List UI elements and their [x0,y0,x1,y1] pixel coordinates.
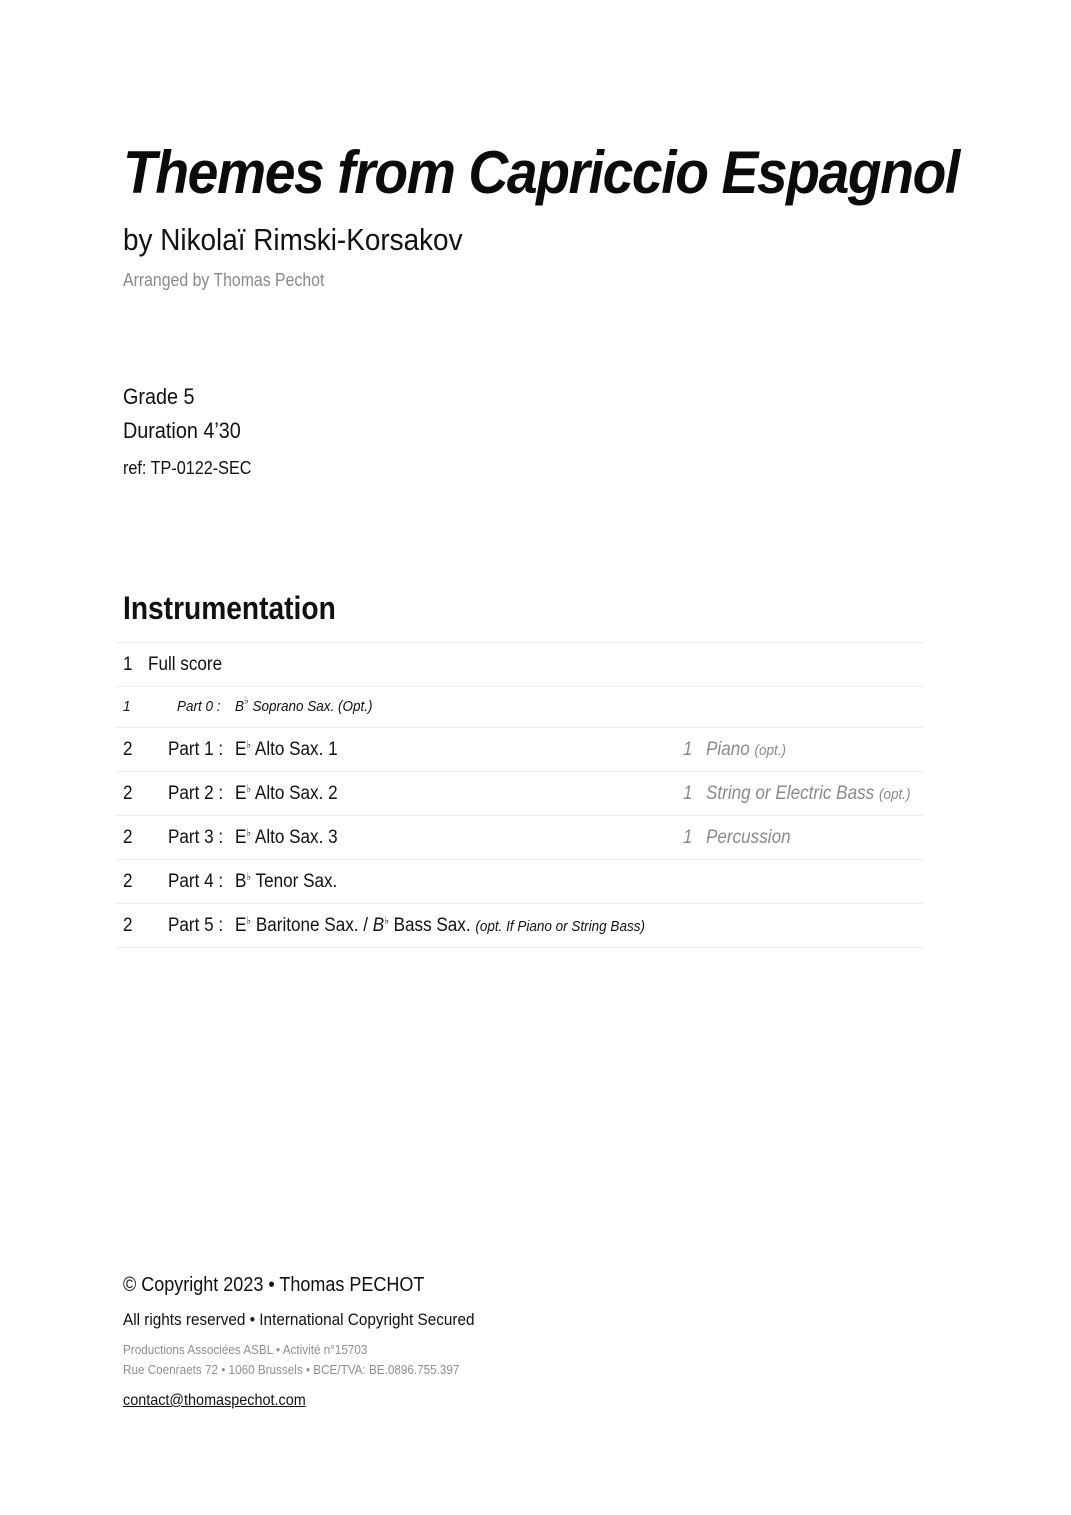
flat-sign: ♭ [246,915,252,927]
flat-sign: ♭ [246,783,252,795]
instrument-name: Alto Sax. 3 [251,827,338,848]
table-row [116,815,923,859]
composer-line: by Nikolaï Rimski-Korsakov [123,222,463,257]
instrument-key-note: E [235,783,247,804]
instrument-name: Bass Sax. [388,915,471,936]
address-line-1: Productions Associées ASBL • Activité n°15703 [123,1342,368,1357]
extra-count: 1 [683,827,693,848]
flat-sign: ♭ [246,827,252,839]
table-row [116,686,923,727]
instrument-name: Alto Sax. 2 [251,783,338,804]
row-count: 2 [123,739,133,760]
row-label: Full score [148,654,223,675]
row-instrument [235,695,373,715]
instrument-key-note: E [235,827,247,848]
flat-sign: ♭ [384,915,389,927]
instrument-key-note: E [235,915,247,936]
extra-instrument: Percussion [706,827,791,848]
reference-code: ref: TP-0122-SEC [123,458,252,478]
row-count: 2 [123,827,133,848]
flat-sign: ♭ [246,871,252,883]
instrument-key-note: B [235,871,247,892]
piece-info [123,380,266,488]
extra-instrument-opt: (opt.) [878,786,911,803]
row-count: 2 [123,783,133,804]
row-part: Part 1 : [168,739,224,760]
row-part: Part 5 : [168,915,224,936]
instrument-name: Baritone Sax. / [251,915,373,936]
table-row [116,727,923,771]
instrument-note: (opt. If Piano or String Bass) [475,918,645,935]
grade: Grade 5 [123,384,195,409]
row-part: Part 3 : [168,827,224,848]
table-row [116,859,923,903]
row-part: Part 4 : [168,871,224,892]
extra-count: 1 [683,739,693,760]
extra-instrument-name: String or Electric Bass [706,783,875,804]
arranger-line: Arranged by Thomas Pechot [123,270,325,290]
extra-count: 1 [683,783,693,804]
instrument-name: Tenor Sax. [251,871,338,892]
instrument-key-note: B [372,915,385,936]
table-row [116,771,923,815]
instrument-name: Soprano Sax. (Opt.) [248,698,373,715]
row-instrument [235,783,338,805]
instrumentation-table [116,642,923,948]
footer [123,1270,514,1410]
extra-instrument [706,739,786,761]
flat-sign: ♭ [244,695,249,707]
row-instrument [235,739,338,761]
contact-email-link[interactable]: contact@thomaspechot.com [123,1392,306,1409]
table-row [116,903,923,948]
row-count: 2 [123,871,133,892]
table-row [116,642,923,686]
row-instrument [235,827,338,849]
row-instrument [235,915,645,937]
row-count: 1 [123,654,133,675]
instrument-name: Alto Sax. 1 [251,739,338,760]
row-part: Part 0 : [177,698,221,715]
instrumentation-heading: Instrumentation [123,590,336,626]
address-line-2: Rue Coenraets 72 • 1060 Brussels • BCE/TVA: BE.0896.755.397 [123,1362,460,1377]
copyright-line: © Copyright 2023 • Thomas PECHOT [123,1274,425,1296]
extra-instrument [706,783,910,805]
piece-title: Themes from Capriccio Espagnol [123,139,959,206]
flat-sign: ♭ [246,739,252,751]
instrument-key-note: E [235,739,247,760]
row-count: 1 [123,698,131,715]
row-part: Part 2 : [168,783,224,804]
extra-instrument-name: Piano [706,739,750,760]
rights-line: All rights reserved • International Copyright Secured [123,1310,475,1329]
extra-instrument-opt: (opt.) [754,742,787,759]
duration: Duration 4’30 [123,418,241,443]
row-count: 2 [123,915,133,936]
instrument-key-note: B [235,698,245,715]
row-instrument [235,871,337,893]
